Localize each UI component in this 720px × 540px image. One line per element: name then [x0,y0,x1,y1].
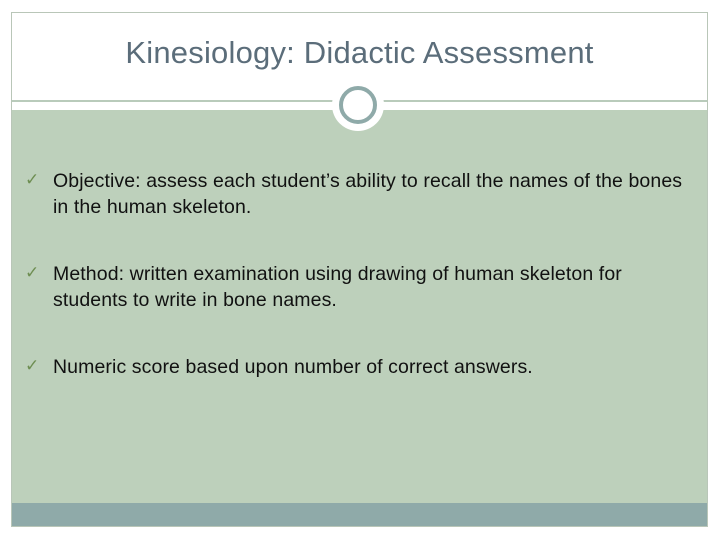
checkmark-icon: ✓ [25,263,40,283]
slide-title: Kinesiology: Didactic Assessment [125,35,594,70]
content-area [12,110,707,503]
bullet-text: Objective: assess each student’s ability to recall the names of the bones in the human skeleton. [53,170,683,218]
slide [11,12,708,527]
circle-ornament [332,79,384,131]
checkmark-icon: ✓ [25,356,40,376]
bullet-text: Numeric score based upon number of correct answers. [53,356,533,378]
circle-ring-icon [339,86,377,124]
bullet-text: Method: written examination using drawing of human skeleton for students to write in bone names. [53,263,622,311]
checkmark-icon: ✓ [25,170,40,190]
bottom-bar [12,503,707,526]
